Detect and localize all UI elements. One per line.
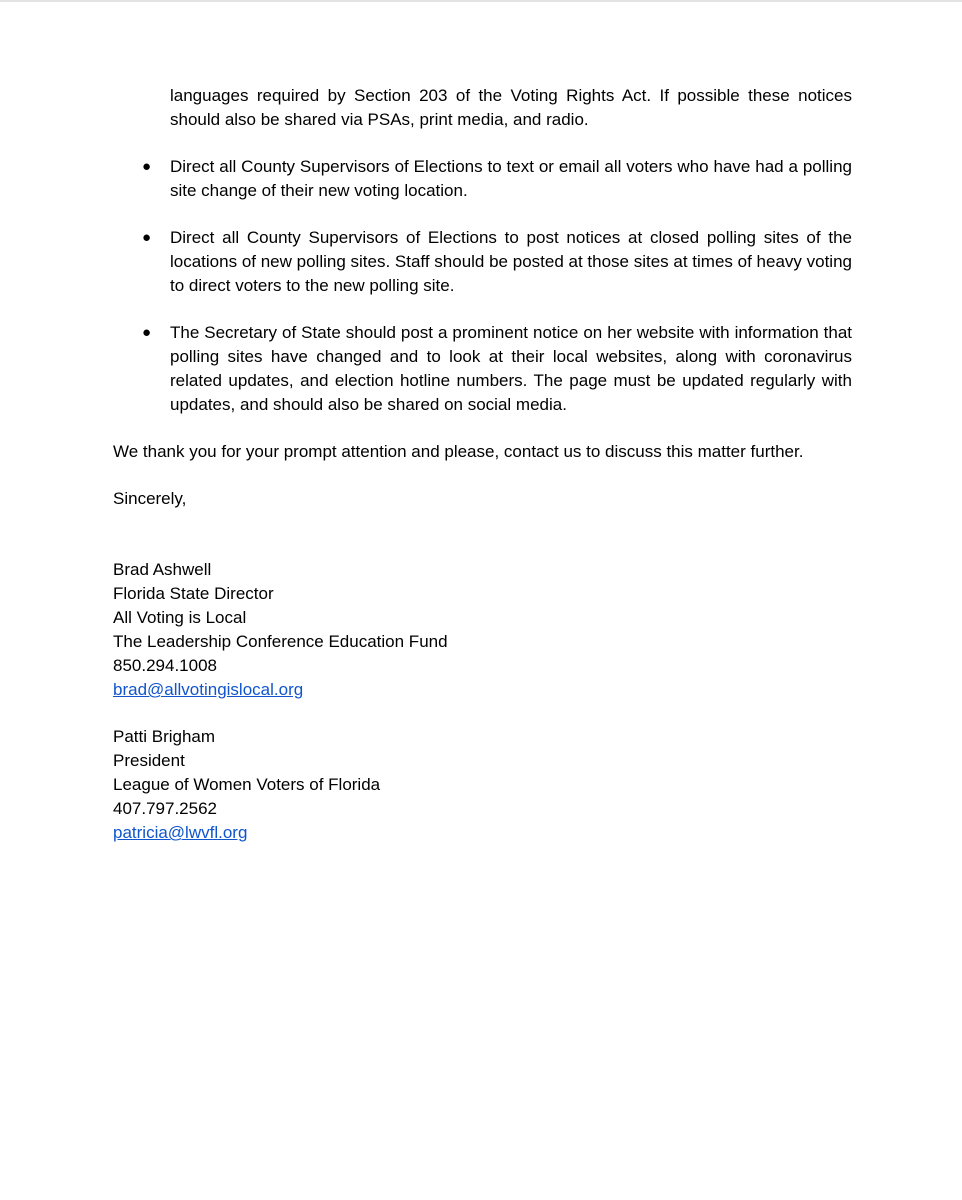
- list-item: [113, 321, 852, 417]
- signatory-organization-secondary: The Leadership Conference Education Fund: [113, 632, 448, 651]
- signature-block-brigham: [113, 725, 852, 845]
- bullet-icon: ●: [142, 324, 152, 341]
- recommendation-list: [113, 155, 852, 417]
- signatory-phone: 407.797.2562: [113, 799, 217, 818]
- signatory-title: Florida State Director: [113, 584, 274, 603]
- signatory-name: Patti Brigham: [113, 727, 216, 746]
- list-item-text: Direct all County Supervisors of Elections to post notices at closed polling sites of the locations of new polling sites. Staff should be posted at those sites at times of heavy voting to direct voters to the new polling site.: [170, 228, 852, 295]
- closing-paragraph: We thank you for your prompt attention and please, contact us to discuss this matter further.: [113, 442, 804, 461]
- list-item: [113, 155, 852, 203]
- list-item-text: Direct all County Supervisors of Elections to text or email all voters who have had a polling site change of their new voting location.: [170, 157, 852, 200]
- list-item: [113, 226, 852, 298]
- continuation-paragraph: languages required by Section 203 of the Voting Rights Act. If possible these notices should also be shared via PSAs, print media, and radio.: [170, 86, 852, 129]
- signatory-email-link[interactable]: patricia@lwvfl.org: [113, 823, 248, 842]
- bullet-icon: ●: [142, 158, 152, 175]
- signature-block-ashwell: [113, 558, 852, 702]
- signoff: Sincerely,: [113, 489, 187, 508]
- signatory-email-link[interactable]: brad@allvotingislocal.org: [113, 680, 304, 699]
- bullet-icon: ●: [142, 229, 152, 246]
- signatory-phone: 850.294.1008: [113, 656, 217, 675]
- list-item-text: The Secretary of State should post a prominent notice on her website with information that polling sites have changed and to look at their local websites, along with coronavirus related updates, and election hotline numbers. The page must be updated regularly with updates, and should also be shared on social media.: [170, 323, 852, 414]
- signatory-title: President: [113, 751, 185, 770]
- signatory-organization: League of Women Voters of Florida: [113, 775, 381, 794]
- letter-page: [113, 84, 852, 868]
- page-top-edge: [0, 0, 962, 2]
- signatory-organization: All Voting is Local: [113, 608, 247, 627]
- signatory-name: Brad Ashwell: [113, 560, 212, 579]
